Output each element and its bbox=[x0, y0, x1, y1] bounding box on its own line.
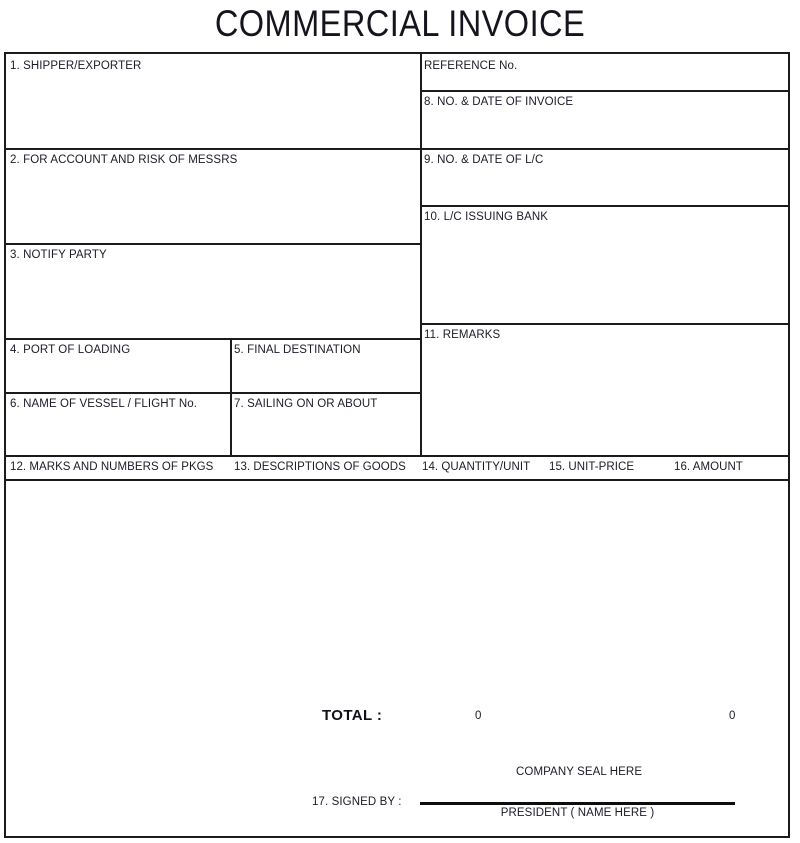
column-header-unit-price: 15. UNIT-PRICE bbox=[549, 461, 635, 473]
rule-right-10-11 bbox=[420, 323, 788, 325]
rule-left-45-67 bbox=[6, 392, 420, 394]
rule-left-1-2 bbox=[6, 148, 420, 150]
field-label-lc-issuing-bank: 10. L/C ISSUING BANK bbox=[424, 211, 549, 223]
rule-main-column-divider bbox=[420, 54, 422, 455]
rule-right-9-10 bbox=[420, 205, 788, 207]
rule-left-3-4 bbox=[6, 338, 420, 340]
total-amount-value: 0 bbox=[729, 710, 736, 722]
rule-ports-divider bbox=[230, 338, 232, 455]
field-value-notify-party[interactable] bbox=[10, 265, 416, 335]
field-value-remarks[interactable] bbox=[424, 345, 784, 453]
column-header-descriptions: 13. DESCRIPTIONS OF GOODS bbox=[234, 461, 406, 473]
field-label-shipper-exporter: 1. SHIPPER/EXPORTER bbox=[10, 60, 142, 72]
goods-table-body[interactable] bbox=[6, 481, 788, 706]
rule-right-8-9 bbox=[420, 148, 788, 150]
field-label-notify-party: 3. NOTIFY PARTY bbox=[10, 249, 107, 261]
signed-by-label: 17. SIGNED BY : bbox=[312, 796, 402, 808]
field-value-sailing-on-or-about[interactable] bbox=[234, 414, 416, 452]
field-value-account-risk-of-messrs[interactable] bbox=[10, 170, 416, 240]
field-value-no-date-of-lc[interactable] bbox=[424, 170, 784, 202]
total-label: TOTAL : bbox=[322, 707, 383, 724]
total-quantity-value: 0 bbox=[475, 710, 482, 722]
rule-right-ref-8 bbox=[420, 90, 788, 92]
field-label-final-destination: 5. FINAL DESTINATION bbox=[234, 344, 361, 356]
page-title: COMMERCIAL INVOICE bbox=[214, 3, 586, 44]
field-value-reference-no[interactable] bbox=[424, 76, 784, 88]
field-label-reference-no: REFERENCE No. bbox=[424, 60, 518, 72]
field-label-account-risk-of-messrs: 2. FOR ACCOUNT AND RISK OF MESSRS bbox=[10, 154, 238, 166]
company-seal-placeholder: COMPANY SEAL HERE bbox=[516, 766, 643, 778]
column-header-quantity-unit: 14. QUANTITY/UNIT bbox=[422, 461, 531, 473]
field-label-no-date-of-invoice: 8. NO. & DATE OF INVOICE bbox=[424, 96, 574, 108]
rule-goods-header-top bbox=[6, 455, 788, 457]
field-label-no-date-of-lc: 9. NO. & DATE OF L/C bbox=[424, 154, 544, 166]
rule-left-2-3 bbox=[6, 243, 420, 245]
field-value-final-destination[interactable] bbox=[234, 360, 416, 389]
field-label-sailing-on-or-about: 7. SAILING ON OR ABOUT bbox=[234, 398, 378, 410]
signatory-caption: PRESIDENT ( NAME HERE ) bbox=[500, 807, 655, 819]
field-label-remarks: 11. REMARKS bbox=[424, 329, 501, 341]
signature-line[interactable] bbox=[420, 802, 735, 805]
field-label-port-of-loading: 4. PORT OF LOADING bbox=[10, 344, 131, 356]
field-value-lc-issuing-bank[interactable] bbox=[424, 227, 784, 320]
invoice-form-frame bbox=[4, 52, 790, 838]
field-value-port-of-loading[interactable] bbox=[10, 360, 226, 389]
field-value-no-date-of-invoice[interactable] bbox=[424, 112, 784, 145]
field-value-name-of-vessel-flight[interactable] bbox=[10, 414, 226, 452]
column-header-amount: 16. AMOUNT bbox=[674, 461, 743, 473]
field-label-name-of-vessel-flight: 6. NAME OF VESSEL / FLIGHT No. bbox=[10, 398, 198, 410]
field-value-shipper-exporter[interactable] bbox=[10, 76, 416, 146]
column-header-marks-and-numbers: 12. MARKS AND NUMBERS OF PKGS bbox=[10, 461, 214, 473]
